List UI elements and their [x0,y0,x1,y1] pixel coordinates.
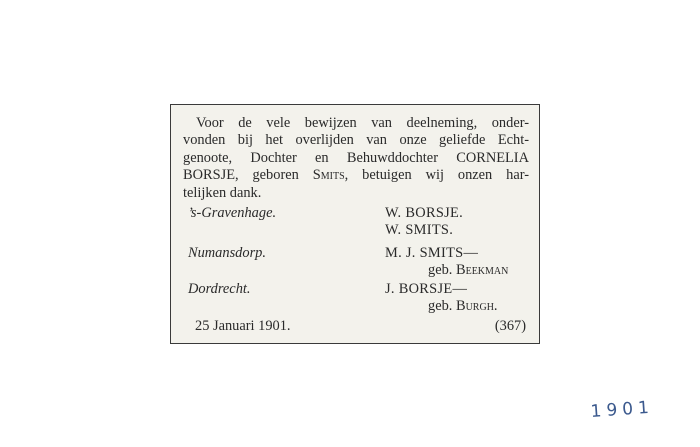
signatory-mj-smits-maiden [428,262,508,279]
place-gravenhage: ’s-Gravenhage. [188,205,277,221]
place-dordrecht: Dordrecht. [188,281,251,297]
signatory-w-borsje: W. BORSJE. [385,205,464,221]
signatory-j-borsje-maiden [428,298,498,315]
notice-maiden-name: Smits [312,167,345,184]
place-numansdorp: Numansdorp. [188,245,266,261]
signatory-j-borsje: J. BORSJE— [385,281,468,297]
notice-line-5: telijken dank. [183,184,262,201]
notice-body [183,115,529,202]
notice-line-2: vonden bij het overlijden van onze geliefde Echt- [183,132,529,149]
signatory-mj-smits: M. J. SMITS— [385,245,479,261]
signatory-w-smits: W. SMITS. [385,222,454,238]
handwritten-year-note: 1901 [590,397,655,422]
notice-line-1: Voor de vele bewijzen van deelneming, onder- [196,115,529,131]
death-notice-clipping [170,104,540,344]
notice-line-4 [183,167,529,184]
notice-line-4-suffix: , betuigen wij onzen har- [344,167,530,184]
geb-prefix: geb. [428,262,456,278]
notice-line-4-prefix: BORSJE, geboren [183,167,313,184]
geb-prefix: geb. [428,298,456,314]
maiden-name-beekman: Beekman [455,262,509,278]
notice-date: 25 Januari 1901. [195,318,291,334]
maiden-name-burgh: Burgh. [455,298,498,314]
notice-reference-number: (367) [494,318,526,334]
notice-line-3: genoote, Dochter en Behuwddochter CORNELIA [183,149,529,166]
